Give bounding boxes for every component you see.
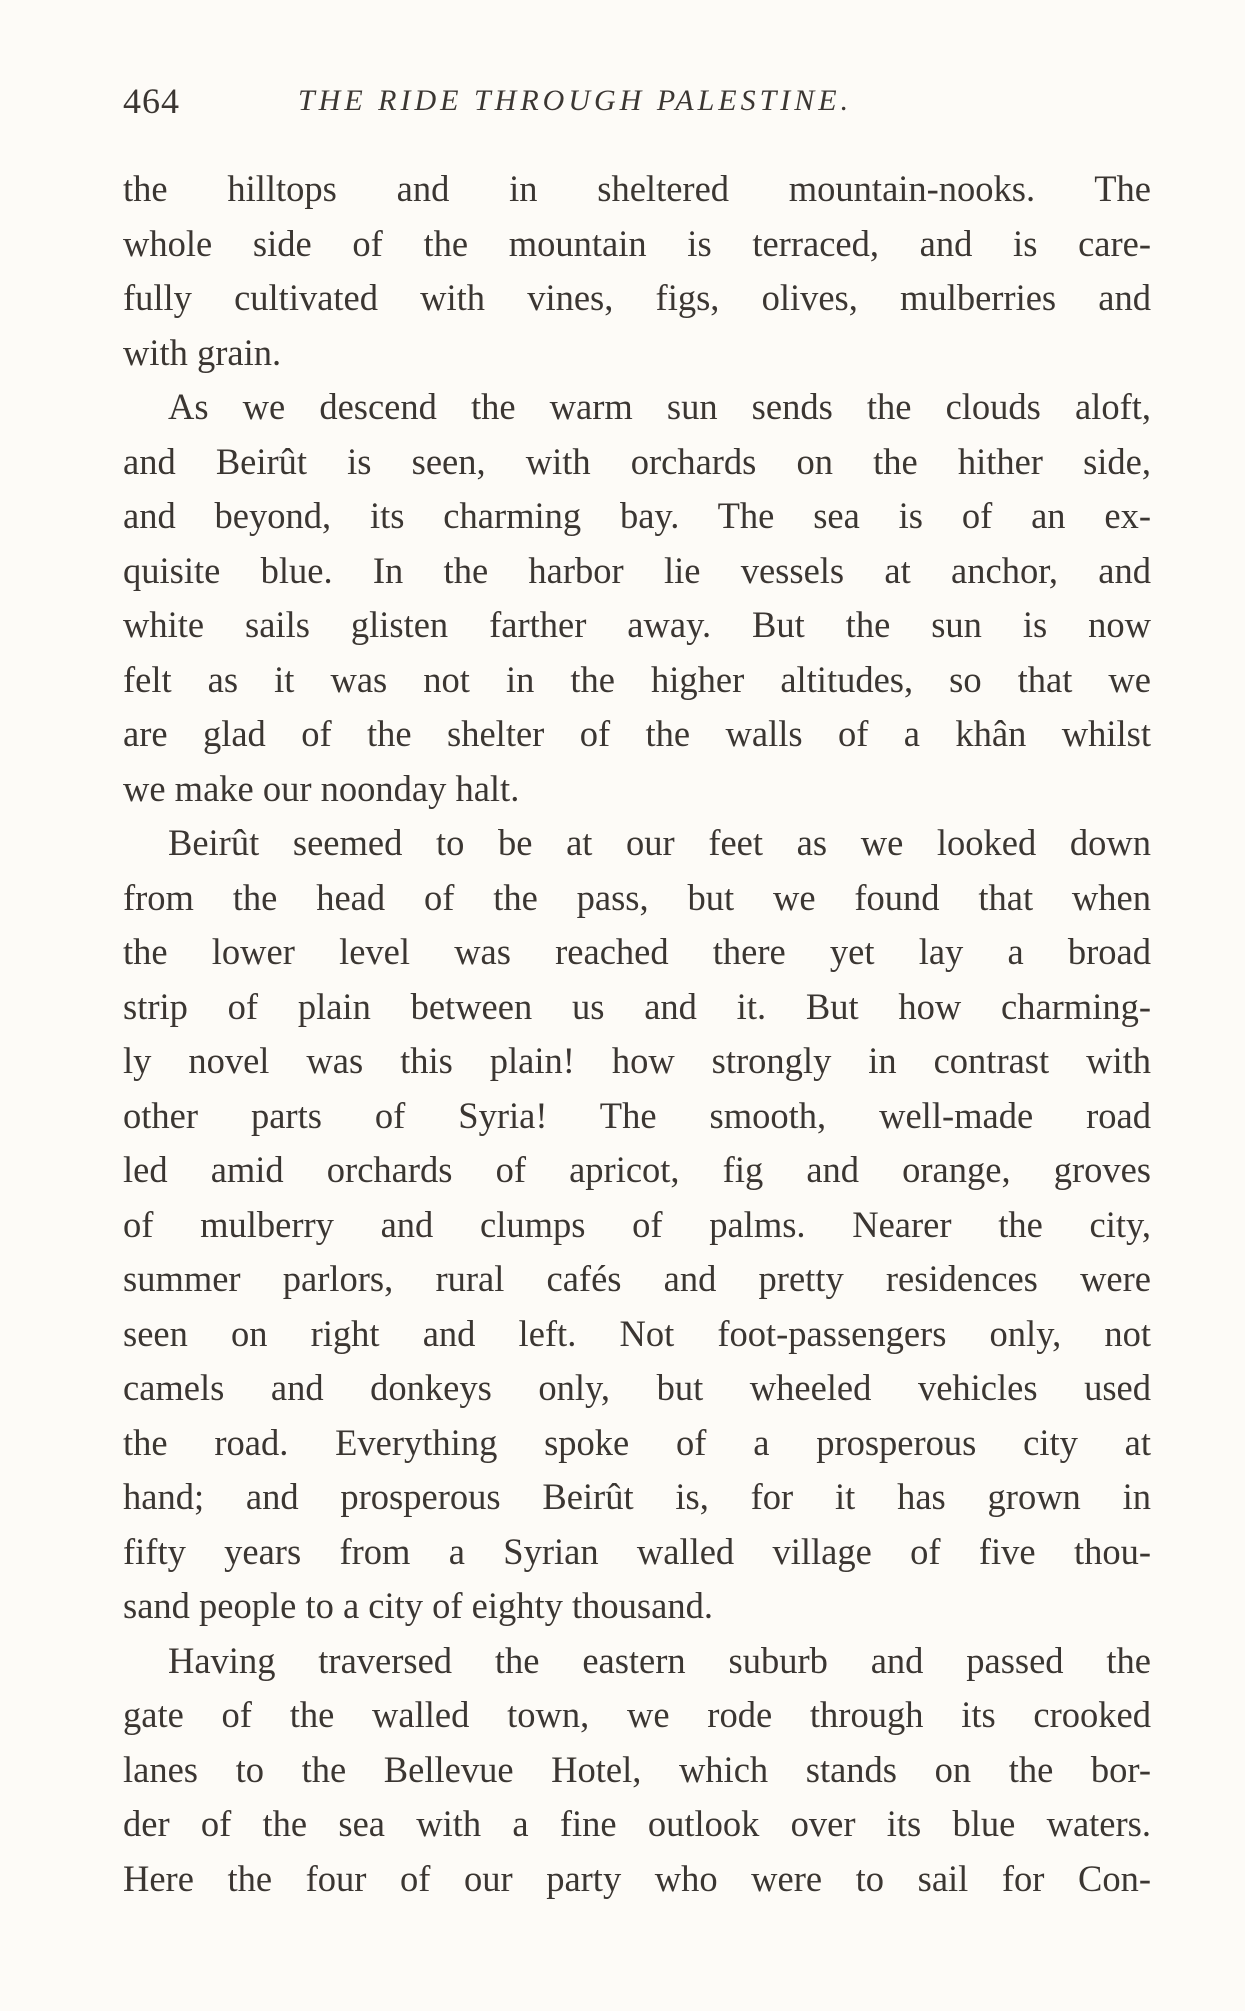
page-number: 464	[123, 81, 180, 121]
text-line: Here the four of our party who were to sail for Con-	[123, 1857, 1151, 1899]
text-line: with grain.	[123, 331, 282, 373]
text-line: the lower level was reached there yet lay a broad	[123, 931, 1151, 972]
text-line: fifty years from a Syrian walled village of five thou-	[123, 1530, 1151, 1572]
running-title: THE RIDE THROUGH PALESTINE.	[298, 84, 853, 117]
text-line: white sails glisten farther away. But the sun is now	[123, 604, 1151, 645]
text-line: from the head of the pass, but we found that when	[123, 876, 1151, 918]
text-line: lanes to the Bellevue Hotel, which stands on the bor-	[123, 1748, 1151, 1790]
text-line: and beyond, its charming bay. The sea is of an ex-	[123, 495, 1151, 536]
body-text	[123, 162, 1151, 1906]
text-line: and Beirût is seen, with orchards on the hither side,	[123, 440, 1151, 482]
text-line: quisite blue. In the harbor lie vessels at anchor, and	[123, 549, 1151, 591]
running-head	[123, 80, 1123, 130]
text-line: Having traversed the eastern suburb and passed the	[168, 1639, 1151, 1681]
text-line: sand people to a city of eighty thousand.	[123, 1585, 713, 1626]
text-line: Beirût seemed to be at our feet as we looked down	[168, 822, 1151, 863]
text-line: felt as it was not in the higher altitudes, so that we	[123, 658, 1151, 700]
text-line: other parts of Syria! The smooth, well-made road	[123, 1094, 1151, 1136]
text-line: fully cultivated with vines, figs, olives, mulberries and	[123, 277, 1151, 318]
text-line: whole side of the mountain is terraced, and is care-	[123, 222, 1151, 264]
text-line: of mulberry and clumps of palms. Nearer the city,	[123, 1203, 1151, 1245]
text-line: ly novel was this plain! how strongly in contrast with	[123, 1040, 1151, 1081]
text-line: camels and donkeys only, but wheeled vehicles used	[123, 1367, 1151, 1408]
text-line: der of the sea with a fine outlook over its blue waters.	[123, 1803, 1151, 1844]
text-line: gate of the walled town, we rode through its crooked	[123, 1694, 1151, 1735]
text-line: the road. Everything spoke of a prosperous city at	[123, 1421, 1151, 1463]
text-line: hand; and prosperous Beirût is, for it has grown in	[123, 1476, 1151, 1517]
text-line: seen on right and left. Not foot-passengers only, not	[123, 1312, 1151, 1354]
text-line: are glad of the shelter of the walls of a khân whilst	[123, 713, 1151, 754]
text-line: summer parlors, rural cafés and pretty residences were	[123, 1258, 1151, 1299]
text-line: led amid orchards of apricot, fig and orange, groves	[123, 1149, 1151, 1190]
text-line: As we descend the warm sun sends the clouds aloft,	[168, 386, 1151, 427]
text-line: strip of plain between us and it. But how charming-	[123, 985, 1151, 1027]
text-line: we make our noonday halt.	[123, 767, 520, 809]
text-line: the hilltops and in sheltered mountain-nooks. The	[123, 168, 1151, 209]
